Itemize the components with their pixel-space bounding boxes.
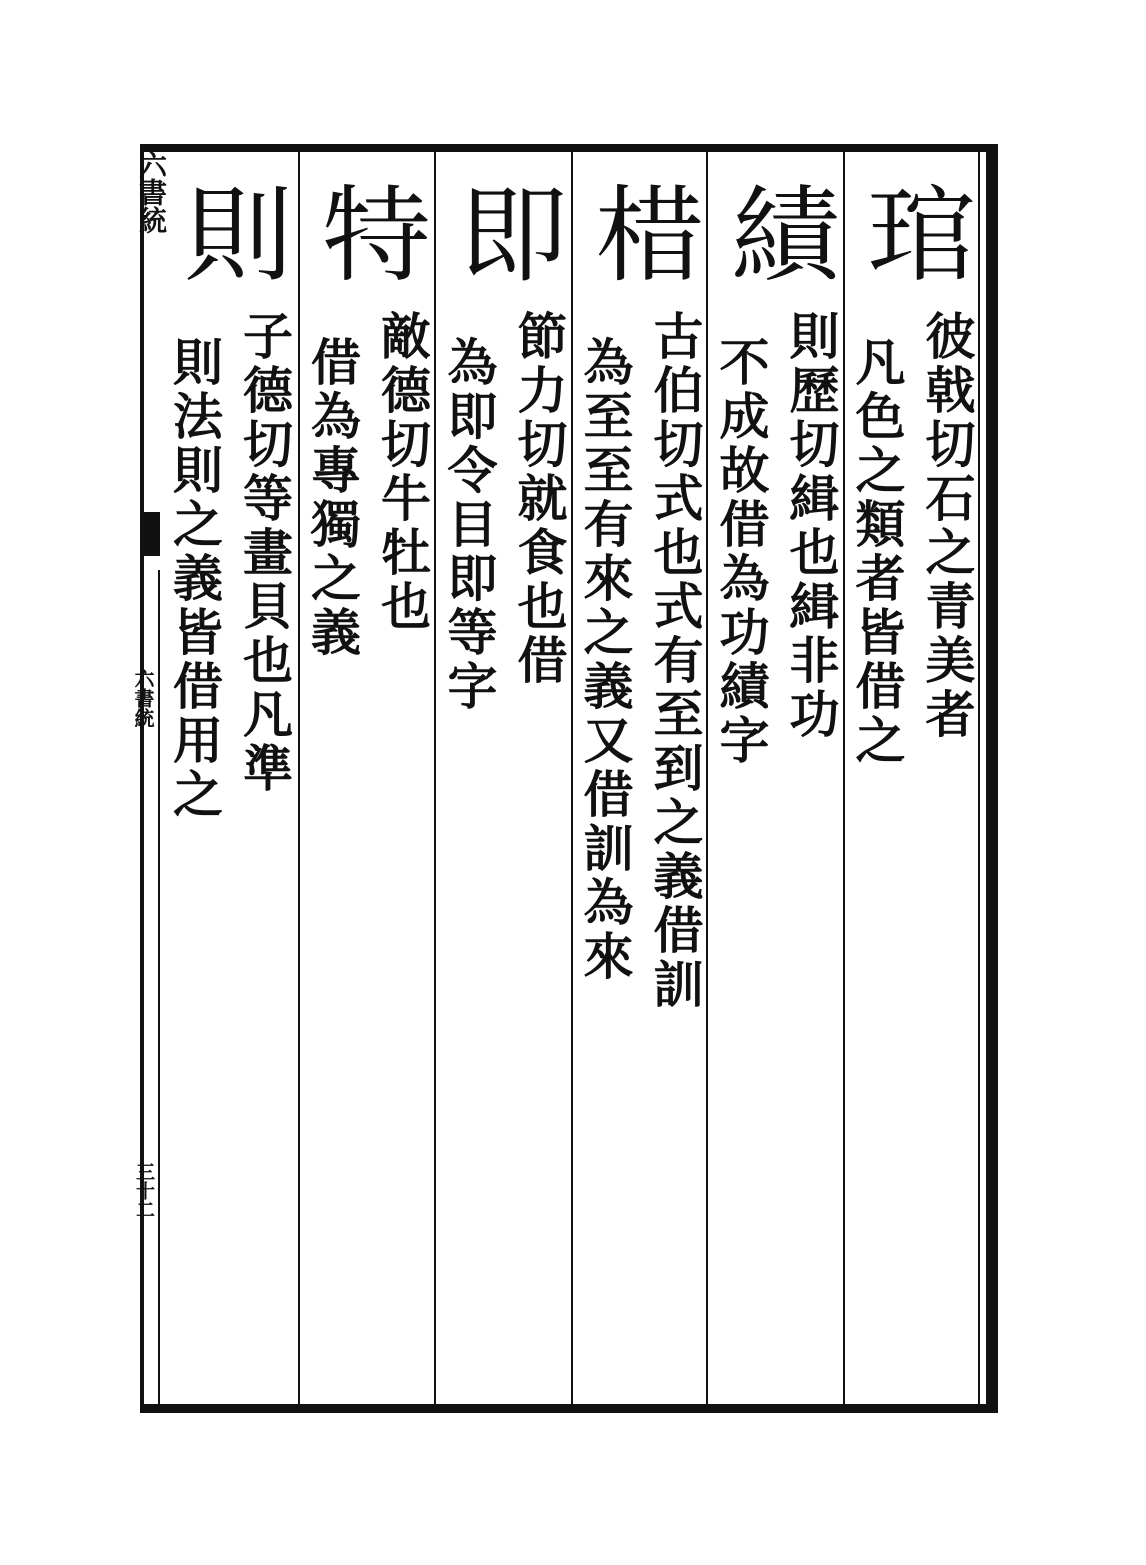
seal-character: 棤 bbox=[575, 180, 704, 280]
text-line: 凡色之類者皆借之 bbox=[847, 336, 907, 768]
frame-top-border bbox=[140, 144, 998, 152]
entry-4 bbox=[436, 160, 571, 1390]
entry-5 bbox=[300, 160, 434, 1390]
seal-character: 即 bbox=[439, 180, 568, 280]
text-line: 節力切就食也借 bbox=[509, 310, 569, 688]
text-line: 為至至有來之義又借訓為來 bbox=[575, 336, 635, 984]
margin-title: 六書統 bbox=[135, 150, 168, 234]
frame-bottom-border bbox=[140, 1404, 998, 1413]
text-line: 彼戟切石之青美者 bbox=[917, 310, 977, 742]
text-line: 借為專獨之義 bbox=[303, 336, 362, 660]
text-line: 不成故借為功績字 bbox=[711, 336, 771, 768]
fishtail-mark bbox=[142, 512, 160, 556]
frame-right-border bbox=[986, 144, 998, 1413]
entry-text bbox=[845, 310, 978, 768]
entry-text bbox=[573, 310, 706, 1012]
seal-character: 則 bbox=[164, 180, 294, 280]
margin-book-title: 六書統 bbox=[131, 668, 155, 728]
seal-character: 琯 bbox=[847, 180, 976, 280]
entry-text bbox=[160, 310, 298, 822]
text-line: 子德切等畫貝也凡準 bbox=[235, 310, 294, 796]
text-line: 古伯切式也式有至到之義借訓 bbox=[645, 310, 705, 1012]
entry-text bbox=[708, 310, 843, 768]
entry-3 bbox=[573, 160, 706, 1390]
entry-text bbox=[436, 310, 571, 714]
seal-character: 績 bbox=[711, 180, 840, 280]
seal-character: 特 bbox=[302, 180, 432, 280]
entry-text bbox=[300, 310, 434, 660]
text-line: 則歷切緝也緝非功 bbox=[781, 310, 841, 742]
entry-2 bbox=[708, 160, 843, 1390]
entry-6 bbox=[160, 160, 298, 1390]
text-line: 敵德切牛牡也 bbox=[373, 310, 432, 634]
text-line: 為即令目即等字 bbox=[439, 336, 499, 714]
entry-1 bbox=[845, 160, 978, 1390]
text-line: 則法則之義皆借用之 bbox=[165, 336, 224, 822]
margin-page-number: 三十二 bbox=[133, 1162, 155, 1219]
